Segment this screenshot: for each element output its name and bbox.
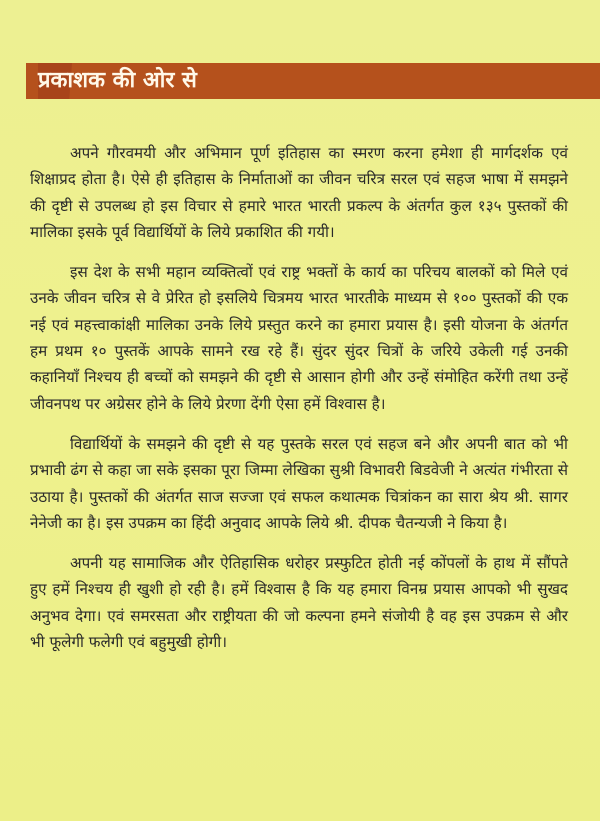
page-title: प्रकाशक की ओर से [38,68,197,93]
paragraph-2: इस देश के सभी महान व्यक्तित्वों एवं राष्ट्र भक्तों के कार्य का परिचय बालकों को मिले एवं उनके जीवन चरित्र से वे प्रेरित हो इसलिये चित्रमय भारत भारतीके माध्यम से १०० पुस्तकों की एक नई एवं महत्त्वाकांक्षी मालिका उनके लिये प्रस्तुत करने का हमारा प्रयास है। इसी योजना के अंतर्गत हम प्रथम १० पुस्तकें आपके सामने रख रहे हैं। सुंदर सुंदर चित्रों के जरिये उकेली गई उनकी कहानियाँ निश्चय ही बच्चों को समझने की दृष्टी से आसान होगी और उन्हें संमोहित करेंगी तथा उन्हें जीवनपथ पर अग्रेसर होने के लिये प्रेरणा देंगी ऐसा हमें विश्वास है। [30,263,568,413]
paragraph-3: विद्यार्थियों के समझने की दृष्टी से यह पुस्तके सरल एवं सहज बने और अपनी बात को भी प्रभावी ढंग से कहा जा सके इसका पूरा जिम्मा लेखिका सुश्री विभावरी बिडवेजी ने अत्यंत गंभीरता से उठाया है। पुस्तकों की अंतर्गत साज सज्जा एवं सफल कथात्मक चित्रांकन का सारा श्रेय श्री. सागर नेनेजी का है। इस उपक्रम का हिंदी अनुवाद आपके लिये श्री. दीपक चैतन्यजी ने किया है। [30,434,568,532]
paragraph-1: अपने गौरवमयी और अभिमान पूर्ण इतिहास का स्मरण करना हमेशा ही मार्गदर्शक एवं शिक्षाप्रद होता है। ऐसे ही इतिहास के निर्माताओं का जीवन चरित्र सरल एवं सहज भाषा में समझने की दृष्टी से उपलब्ध हो इस विचार से हमारे भारत भारती प्रकल्प के अंतर्गत कुल १३५ पुस्तकों की मालिका इसके पूर्व विद्यार्थियों के लिये प्रकाशित की गयी। [30,144,568,241]
paragraph-4: अपनी यह सामाजिक और ऐतिहासिक धरोहर प्रस्फुटित होती नई कोंपलों के हाथ में सौंपते हुए हमें निश्चय ही खुशी हो रही है। हमें विश्वास है कि यह हमारा विनम्र प्रयास आपको भी सुखद अनुभव देगा। एवं समरसता और राष्ट्रीयता की जो कल्पना हमने संजोयी है वह इस उपक्रम से और भी फूलेगी फलेगी एवं बहुमुखी होगी। [30,554,568,652]
body-text [30,140,568,669]
